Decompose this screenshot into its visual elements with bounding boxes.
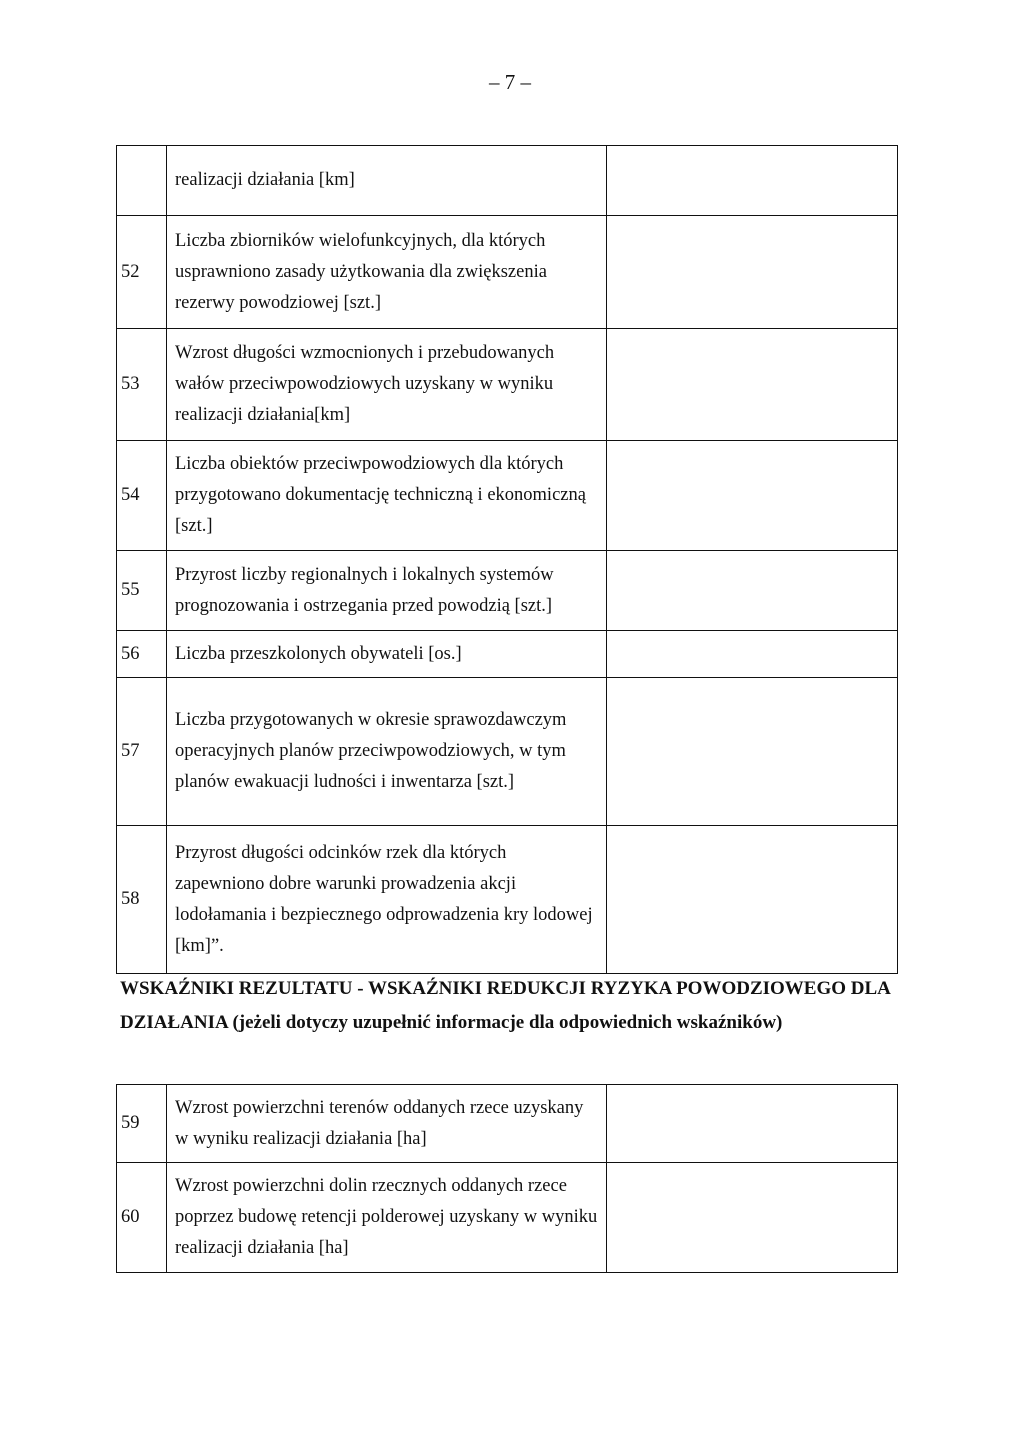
table-row <box>117 826 898 974</box>
indicator-number: 52 <box>117 216 167 329</box>
indicator-number: 55 <box>117 551 167 631</box>
indicator-description: Liczba przygotowanych w okresie sprawozdawczym operacyjnych planów przeciwpowodziowych, w tym planów ewakuacji ludności i inwentarza [szt.] <box>167 678 607 826</box>
table-row <box>117 441 898 551</box>
table-row <box>117 551 898 631</box>
table-row <box>117 1163 898 1273</box>
indicator-value-cell[interactable] <box>607 631 898 678</box>
indicator-value-cell[interactable] <box>607 329 898 441</box>
indicator-description: Wzrost długości wzmocnionych i przebudowanych wałów przeciwpowodziowych uzyskany w wyniku realizacji działania[km] <box>167 329 607 441</box>
indicator-value-cell[interactable] <box>607 1085 898 1163</box>
indicator-description: realizacji działania [km] <box>167 146 607 216</box>
indicator-value-cell[interactable] <box>607 216 898 329</box>
table-row <box>117 631 898 678</box>
indicator-description: Liczba przeszkolonych obywateli [os.] <box>167 631 607 678</box>
indicator-number: 53 <box>117 329 167 441</box>
indicator-description: Wzrost powierzchni terenów oddanych rzece uzyskany w wyniku realizacji działania [ha] <box>167 1085 607 1163</box>
table-row <box>117 146 898 216</box>
section-heading: WSKAŹNIKI REZULTATU - WSKAŹNIKI REDUKCJI RYZYKA POWODZIOWEGO DLA DZIAŁANIA (jeżeli dotyczy uzupełnić informacje dla odpowiednich wskaźników) <box>120 978 890 1033</box>
table-row <box>117 216 898 329</box>
indicators-table-top <box>116 145 898 974</box>
indicator-value-cell[interactable] <box>607 441 898 551</box>
indicator-value-cell[interactable] <box>607 678 898 826</box>
indicator-number: 57 <box>117 678 167 826</box>
page-number: – 7 – <box>489 70 531 94</box>
indicator-description: Wzrost powierzchni dolin rzecznych oddanych rzece poprzez budowę retencji polderowej uzyskany w wyniku realizacji działania [ha] <box>167 1163 607 1273</box>
indicator-description: Liczba zbiorników wielofunkcyjnych, dla których usprawniono zasady użytkowania dla zwiększenia rezerwy powodziowej [szt.] <box>167 216 607 329</box>
indicator-value-cell[interactable] <box>607 1163 898 1273</box>
table-row <box>117 678 898 826</box>
indicators-table-bottom <box>116 1084 898 1273</box>
indicator-number: 58 <box>117 826 167 974</box>
indicator-description: Przyrost długości odcinków rzek dla których zapewniono dobre warunki prowadzenia akcji lodołamania i bezpiecznego odprowadzenia kry lodowej [km]”. <box>167 826 607 974</box>
indicator-value-cell[interactable] <box>607 551 898 631</box>
indicator-value-cell[interactable] <box>607 146 898 216</box>
indicator-description: Liczba obiektów przeciwpowodziowych dla których przygotowano dokumentację techniczną i ekonomiczną [szt.] <box>167 441 607 551</box>
indicators-table-top-body <box>117 146 898 974</box>
indicators-table-bottom-body <box>117 1085 898 1273</box>
table-row <box>117 329 898 441</box>
indicator-number: 54 <box>117 441 167 551</box>
indicator-number <box>117 146 167 216</box>
indicator-description: Przyrost liczby regionalnych i lokalnych systemów prognozowania i ostrzegania przed powodzią [szt.] <box>167 551 607 631</box>
indicator-number: 60 <box>117 1163 167 1273</box>
indicator-number: 56 <box>117 631 167 678</box>
indicator-value-cell[interactable] <box>607 826 898 974</box>
table-row <box>117 1085 898 1163</box>
indicator-number: 59 <box>117 1085 167 1163</box>
